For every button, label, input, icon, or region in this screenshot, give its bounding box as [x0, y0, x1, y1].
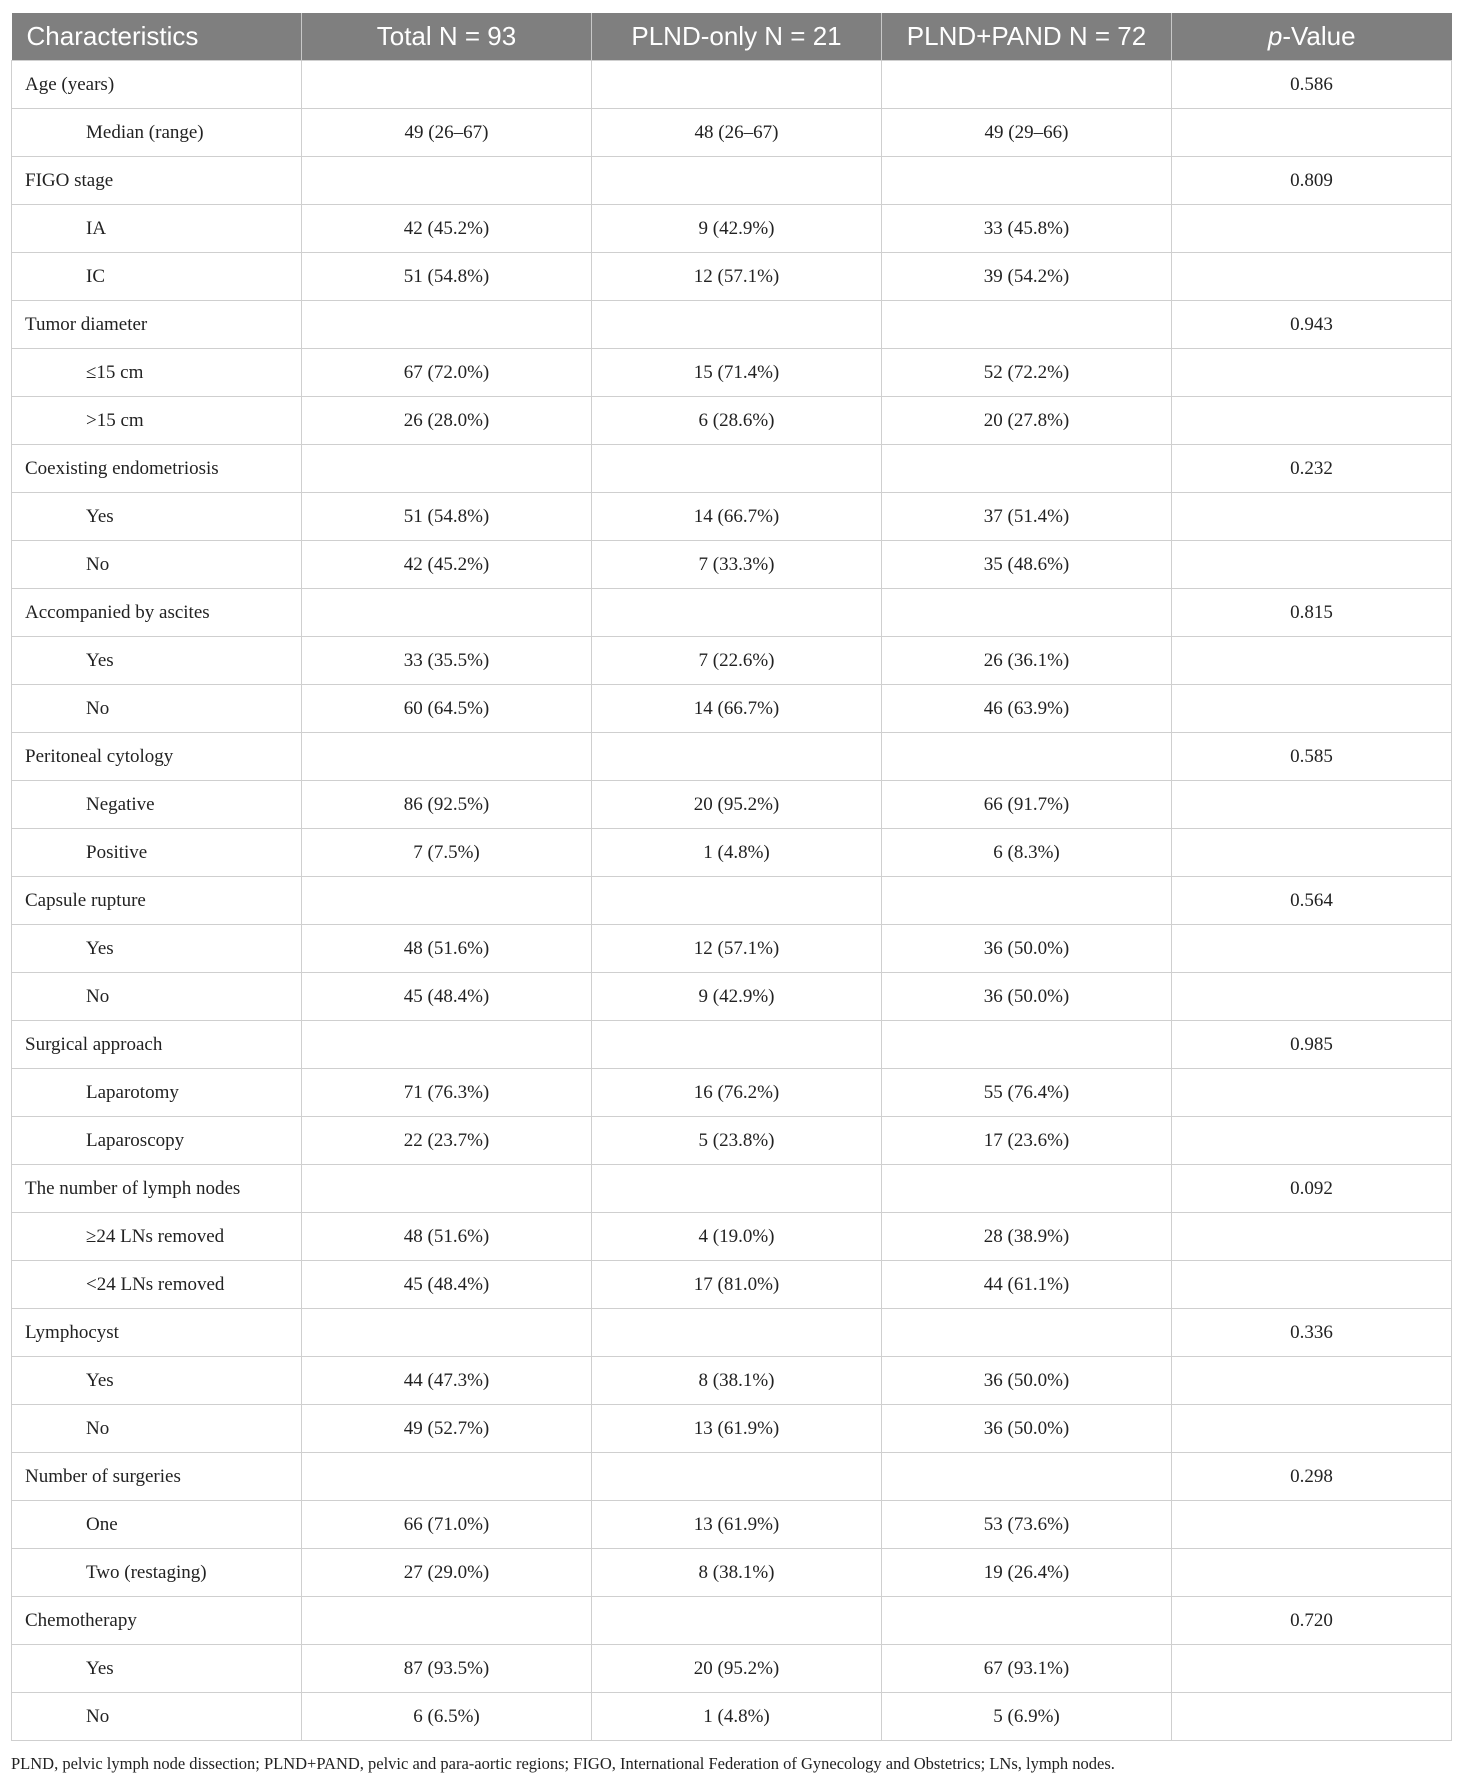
- cell-total: [302, 1309, 592, 1357]
- characteristics-table: [11, 13, 1452, 1741]
- cell-plnd-only: [592, 1021, 882, 1069]
- cell-p-value: 0.586: [1172, 61, 1452, 109]
- cell-p-value: [1172, 1261, 1452, 1309]
- cell-total: 87 (93.5%): [302, 1645, 592, 1693]
- row-label: Accompanied by ascites: [12, 589, 302, 637]
- row-label: Yes: [12, 1357, 302, 1405]
- table-footnote: PLND, pelvic lymph node dissection; PLND+PAND, pelvic and para-aortic regions; FIGO, International Federation of Gynecology and Obstetrics; LNs, lymph nodes.: [11, 1754, 1115, 1773]
- cell-total: 71 (76.3%): [302, 1069, 592, 1117]
- cell-plnd-pand: 20 (27.8%): [882, 397, 1172, 445]
- row-label: FIGO stage: [12, 157, 302, 205]
- cell-plnd-pand: 6 (8.3%): [882, 829, 1172, 877]
- row-label: Yes: [12, 637, 302, 685]
- cell-p-value: [1172, 781, 1452, 829]
- category-row: [12, 445, 1452, 493]
- cell-plnd-only: 4 (19.0%): [592, 1213, 882, 1261]
- cell-total: 51 (54.8%): [302, 253, 592, 301]
- cell-plnd-only: 7 (33.3%): [592, 541, 882, 589]
- cell-total: [302, 61, 592, 109]
- subcategory-row: [12, 1405, 1452, 1453]
- cell-plnd-pand: 44 (61.1%): [882, 1261, 1172, 1309]
- subcategory-row: [12, 493, 1452, 541]
- cell-p-value: [1172, 109, 1452, 157]
- subcategory-row: [12, 397, 1452, 445]
- row-label: Lymphocyst: [12, 1309, 302, 1357]
- cell-total: [302, 877, 592, 925]
- cell-total: [302, 1021, 592, 1069]
- cell-p-value: 0.232: [1172, 445, 1452, 493]
- subcategory-row: [12, 637, 1452, 685]
- subcategory-row: [12, 1069, 1452, 1117]
- cell-p-value: 0.943: [1172, 301, 1452, 349]
- cell-plnd-pand: [882, 1309, 1172, 1357]
- cell-total: 49 (26–67): [302, 109, 592, 157]
- cell-plnd-only: [592, 445, 882, 493]
- subcategory-row: [12, 685, 1452, 733]
- cell-plnd-pand: 19 (26.4%): [882, 1549, 1172, 1597]
- cell-p-value: 0.985: [1172, 1021, 1452, 1069]
- cell-p-value: [1172, 637, 1452, 685]
- cell-plnd-only: 13 (61.9%): [592, 1501, 882, 1549]
- cell-plnd-pand: [882, 1453, 1172, 1501]
- cell-plnd-pand: 35 (48.6%): [882, 541, 1172, 589]
- cell-plnd-pand: [882, 301, 1172, 349]
- subcategory-row: [12, 925, 1452, 973]
- cell-p-value: [1172, 253, 1452, 301]
- subcategory-row: [12, 1645, 1452, 1693]
- cell-total: 48 (51.6%): [302, 925, 592, 973]
- header-total: Total N = 93: [302, 13, 592, 61]
- row-label: Number of surgeries: [12, 1453, 302, 1501]
- cell-total: 66 (71.0%): [302, 1501, 592, 1549]
- row-label: Tumor diameter: [12, 301, 302, 349]
- row-label: IA: [12, 205, 302, 253]
- cell-total: 86 (92.5%): [302, 781, 592, 829]
- cell-plnd-only: 14 (66.7%): [592, 685, 882, 733]
- row-label: Laparotomy: [12, 1069, 302, 1117]
- cell-plnd-only: [592, 157, 882, 205]
- category-row: [12, 301, 1452, 349]
- cell-plnd-pand: 67 (93.1%): [882, 1645, 1172, 1693]
- cell-plnd-only: 20 (95.2%): [592, 781, 882, 829]
- cell-plnd-pand: [882, 877, 1172, 925]
- row-label: >15 cm: [12, 397, 302, 445]
- cell-total: 67 (72.0%): [302, 349, 592, 397]
- cell-p-value: 0.298: [1172, 1453, 1452, 1501]
- cell-plnd-pand: 46 (63.9%): [882, 685, 1172, 733]
- cell-plnd-pand: 39 (54.2%): [882, 253, 1172, 301]
- cell-plnd-only: [592, 301, 882, 349]
- cell-plnd-pand: 36 (50.0%): [882, 925, 1172, 973]
- cell-plnd-pand: 49 (29–66): [882, 109, 1172, 157]
- cell-total: [302, 1597, 592, 1645]
- header-p-value: [1172, 13, 1452, 61]
- cell-p-value: [1172, 925, 1452, 973]
- cell-plnd-only: [592, 733, 882, 781]
- cell-plnd-only: 7 (22.6%): [592, 637, 882, 685]
- row-label: Capsule rupture: [12, 877, 302, 925]
- cell-plnd-only: [592, 589, 882, 637]
- cell-plnd-only: 5 (23.8%): [592, 1117, 882, 1165]
- cell-p-value: [1172, 1501, 1452, 1549]
- cell-p-value: [1172, 493, 1452, 541]
- cell-plnd-pand: [882, 1597, 1172, 1645]
- cell-p-value: 0.564: [1172, 877, 1452, 925]
- cell-total: [302, 157, 592, 205]
- cell-p-value: 0.585: [1172, 733, 1452, 781]
- cell-p-value: [1172, 685, 1452, 733]
- header-plnd-only: PLND-only N = 21: [592, 13, 882, 61]
- row-label: The number of lymph nodes: [12, 1165, 302, 1213]
- header-characteristics: Characteristics: [12, 13, 302, 61]
- cell-p-value: 0.092: [1172, 1165, 1452, 1213]
- subcategory-row: [12, 1693, 1452, 1741]
- cell-plnd-pand: [882, 1021, 1172, 1069]
- cell-total: 60 (64.5%): [302, 685, 592, 733]
- cell-total: [302, 733, 592, 781]
- cell-p-value: 0.809: [1172, 157, 1452, 205]
- cell-plnd-only: [592, 877, 882, 925]
- header-p-value-italic: p: [1267, 21, 1283, 51]
- cell-p-value: [1172, 1405, 1452, 1453]
- cell-plnd-only: 8 (38.1%): [592, 1357, 882, 1405]
- cell-plnd-only: 15 (71.4%): [592, 349, 882, 397]
- row-label: Age (years): [12, 61, 302, 109]
- cell-plnd-pand: 37 (51.4%): [882, 493, 1172, 541]
- cell-plnd-only: 1 (4.8%): [592, 829, 882, 877]
- cell-plnd-pand: [882, 157, 1172, 205]
- cell-plnd-only: 12 (57.1%): [592, 253, 882, 301]
- header-p-value-rest: -Value: [1282, 21, 1356, 51]
- cell-plnd-pand: 52 (72.2%): [882, 349, 1172, 397]
- cell-total: 45 (48.4%): [302, 1261, 592, 1309]
- cell-p-value: 0.336: [1172, 1309, 1452, 1357]
- cell-plnd-pand: 36 (50.0%): [882, 1405, 1172, 1453]
- cell-total: 22 (23.7%): [302, 1117, 592, 1165]
- cell-plnd-only: 13 (61.9%): [592, 1405, 882, 1453]
- category-row: [12, 1309, 1452, 1357]
- cell-plnd-pand: 55 (76.4%): [882, 1069, 1172, 1117]
- cell-p-value: [1172, 349, 1452, 397]
- cell-total: 26 (28.0%): [302, 397, 592, 445]
- cell-plnd-pand: [882, 589, 1172, 637]
- row-label: No: [12, 973, 302, 1021]
- cell-plnd-pand: 17 (23.6%): [882, 1117, 1172, 1165]
- cell-plnd-pand: [882, 1165, 1172, 1213]
- row-label: Yes: [12, 925, 302, 973]
- cell-plnd-only: [592, 1597, 882, 1645]
- cell-total: 48 (51.6%): [302, 1213, 592, 1261]
- cell-plnd-only: 17 (81.0%): [592, 1261, 882, 1309]
- cell-plnd-only: 14 (66.7%): [592, 493, 882, 541]
- cell-plnd-only: [592, 1453, 882, 1501]
- subcategory-row: [12, 1549, 1452, 1597]
- category-row: [12, 733, 1452, 781]
- row-label: Surgical approach: [12, 1021, 302, 1069]
- cell-total: 33 (35.5%): [302, 637, 592, 685]
- category-row: [12, 1021, 1452, 1069]
- cell-plnd-only: 48 (26–67): [592, 109, 882, 157]
- row-label: Positive: [12, 829, 302, 877]
- cell-total: [302, 301, 592, 349]
- subcategory-row: [12, 1261, 1452, 1309]
- cell-total: 42 (45.2%): [302, 541, 592, 589]
- cell-plnd-pand: 33 (45.8%): [882, 205, 1172, 253]
- characteristics-table-container: [11, 13, 1451, 1741]
- table-body: [12, 61, 1452, 1741]
- row-label: No: [12, 541, 302, 589]
- cell-p-value: [1172, 1693, 1452, 1741]
- subcategory-row: [12, 109, 1452, 157]
- cell-p-value: [1172, 973, 1452, 1021]
- cell-plnd-pand: [882, 61, 1172, 109]
- cell-total: 44 (47.3%): [302, 1357, 592, 1405]
- cell-p-value: [1172, 205, 1452, 253]
- subcategory-row: [12, 781, 1452, 829]
- cell-total: 51 (54.8%): [302, 493, 592, 541]
- category-row: [12, 157, 1452, 205]
- cell-plnd-only: 9 (42.9%): [592, 205, 882, 253]
- row-label: Coexisting endometriosis: [12, 445, 302, 493]
- row-label: Two (restaging): [12, 1549, 302, 1597]
- row-label: Yes: [12, 1645, 302, 1693]
- cell-p-value: [1172, 541, 1452, 589]
- subcategory-row: [12, 1357, 1452, 1405]
- category-row: [12, 1597, 1452, 1645]
- header-plnd-pand: PLND+PAND N = 72: [882, 13, 1172, 61]
- row-label: No: [12, 685, 302, 733]
- cell-p-value: [1172, 829, 1452, 877]
- cell-plnd-pand: 28 (38.9%): [882, 1213, 1172, 1261]
- row-label: IC: [12, 253, 302, 301]
- cell-plnd-pand: 36 (50.0%): [882, 1357, 1172, 1405]
- cell-p-value: [1172, 1213, 1452, 1261]
- cell-p-value: 0.720: [1172, 1597, 1452, 1645]
- cell-plnd-only: [592, 61, 882, 109]
- row-label: One: [12, 1501, 302, 1549]
- category-row: [12, 1165, 1452, 1213]
- cell-plnd-pand: 36 (50.0%): [882, 973, 1172, 1021]
- cell-p-value: [1172, 1549, 1452, 1597]
- cell-total: 45 (48.4%): [302, 973, 592, 1021]
- row-label: Peritoneal cytology: [12, 733, 302, 781]
- row-label: Chemotherapy: [12, 1597, 302, 1645]
- cell-plnd-pand: 26 (36.1%): [882, 637, 1172, 685]
- subcategory-row: [12, 541, 1452, 589]
- row-label: Median (range): [12, 109, 302, 157]
- cell-plnd-only: 12 (57.1%): [592, 925, 882, 973]
- cell-total: [302, 1165, 592, 1213]
- subcategory-row: [12, 1501, 1452, 1549]
- cell-p-value: [1172, 1117, 1452, 1165]
- cell-plnd-only: 1 (4.8%): [592, 1693, 882, 1741]
- row-label: <24 LNs removed: [12, 1261, 302, 1309]
- cell-plnd-only: 8 (38.1%): [592, 1549, 882, 1597]
- cell-plnd-pand: 66 (91.7%): [882, 781, 1172, 829]
- cell-total: 49 (52.7%): [302, 1405, 592, 1453]
- subcategory-row: [12, 1117, 1452, 1165]
- cell-plnd-only: 6 (28.6%): [592, 397, 882, 445]
- cell-total: 7 (7.5%): [302, 829, 592, 877]
- row-label: Laparoscopy: [12, 1117, 302, 1165]
- row-label: No: [12, 1693, 302, 1741]
- cell-plnd-pand: [882, 445, 1172, 493]
- subcategory-row: [12, 973, 1452, 1021]
- row-label: Yes: [12, 493, 302, 541]
- cell-plnd-pand: [882, 733, 1172, 781]
- cell-p-value: 0.815: [1172, 589, 1452, 637]
- row-label: Negative: [12, 781, 302, 829]
- cell-total: [302, 589, 592, 637]
- category-row: [12, 1453, 1452, 1501]
- category-row: [12, 877, 1452, 925]
- cell-p-value: [1172, 1645, 1452, 1693]
- row-label: ≥24 LNs removed: [12, 1213, 302, 1261]
- table-header-row: [12, 13, 1452, 61]
- cell-p-value: [1172, 1069, 1452, 1117]
- cell-total: [302, 1453, 592, 1501]
- cell-plnd-only: [592, 1165, 882, 1213]
- subcategory-row: [12, 349, 1452, 397]
- cell-plnd-only: 16 (76.2%): [592, 1069, 882, 1117]
- category-row: [12, 589, 1452, 637]
- cell-p-value: [1172, 397, 1452, 445]
- row-label: No: [12, 1405, 302, 1453]
- cell-total: [302, 445, 592, 493]
- category-row: [12, 61, 1452, 109]
- cell-total: 27 (29.0%): [302, 1549, 592, 1597]
- cell-plnd-pand: 5 (6.9%): [882, 1693, 1172, 1741]
- cell-plnd-only: 9 (42.9%): [592, 973, 882, 1021]
- subcategory-row: [12, 205, 1452, 253]
- cell-total: 6 (6.5%): [302, 1693, 592, 1741]
- cell-plnd-pand: 53 (73.6%): [882, 1501, 1172, 1549]
- subcategory-row: [12, 1213, 1452, 1261]
- cell-total: 42 (45.2%): [302, 205, 592, 253]
- subcategory-row: [12, 829, 1452, 877]
- cell-p-value: [1172, 1357, 1452, 1405]
- cell-plnd-only: 20 (95.2%): [592, 1645, 882, 1693]
- cell-plnd-only: [592, 1309, 882, 1357]
- subcategory-row: [12, 253, 1452, 301]
- row-label: ≤15 cm: [12, 349, 302, 397]
